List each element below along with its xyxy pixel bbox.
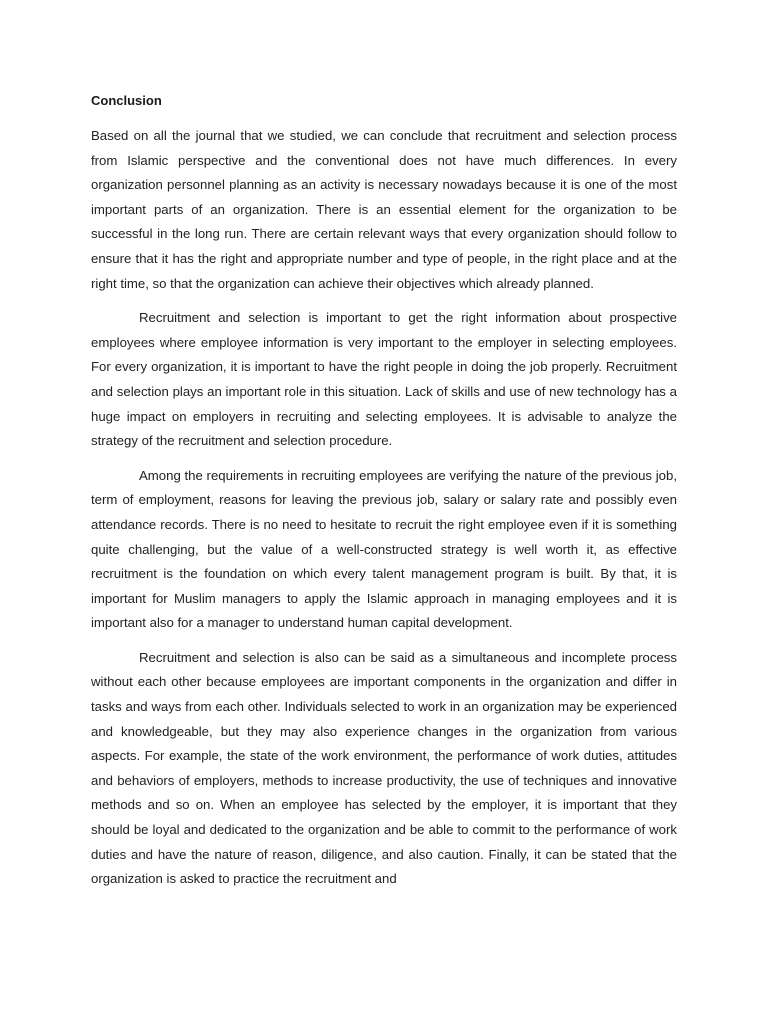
paragraph-4: Recruitment and selection is also can be said as a simultaneous and incomplete process without each other because employees are important components in the organization and differ in tasks and ways from each other. Individuals selected to work in an organization may be experienced and knowledgeable, but they may also experience changes in the organization from various aspects. For example, the state of the work environment, the performance of work duties, attitudes and behaviors of employers, methods to increase productivity, the use of techniques and innovative methods and so on. When an employee has selected by the employer, it is important that they should be loyal and dedicated to the organization and be able to commit to the performance of work duties and have the nature of reason, diligence, and also caution. Finally, it can be stated that the organization is asked to practice the recruitment and	[91, 649, 677, 887]
document-body	[91, 92, 677, 902]
section-heading: Conclusion	[91, 93, 162, 108]
paragraph-2: Recruitment and selection is important to get the right information about prospective employees where employee information is very important to the employer in selecting employees. For every organization, it is important to have the right people in doing the job properly. Recruitment and selection plays an important role in this situation. Lack of skills and use of new technology has a huge impact on employers in recruiting and selecting employees. It is advisable to analyze the strategy of the recruitment and selection procedure.	[91, 310, 677, 449]
paragraph-1: Based on all the journal that we studied, we can conclude that recruitment and selection process from Islamic perspective and the conventional does not have much differences. In every organization personnel planning as an activity is necessary nowadays because it is one of the most important parts of an organization. There is an essential element for the organization to be successful in the long run. There are certain relevant ways that every organization should follow to ensure that it has the right and appropriate number and type of people, in the right place and at the right time, so that the organization can achieve their objectives which already planned.	[91, 128, 677, 291]
paragraph-3: Among the requirements in recruiting employees are verifying the nature of the previous job, term of employment, reasons for leaving the previous job, salary or salary rate and possibly even attendance records. There is no need to hesitate to recruit the right employee even if it is something quite challenging, but the value of a well-constructed strategy is well worth it, as effective recruitment is the foundation on which every talent management program is built. By that, it is important for Muslim managers to apply the Islamic approach in managing employees and it is important also for a manager to understand human capital development.	[91, 467, 677, 631]
